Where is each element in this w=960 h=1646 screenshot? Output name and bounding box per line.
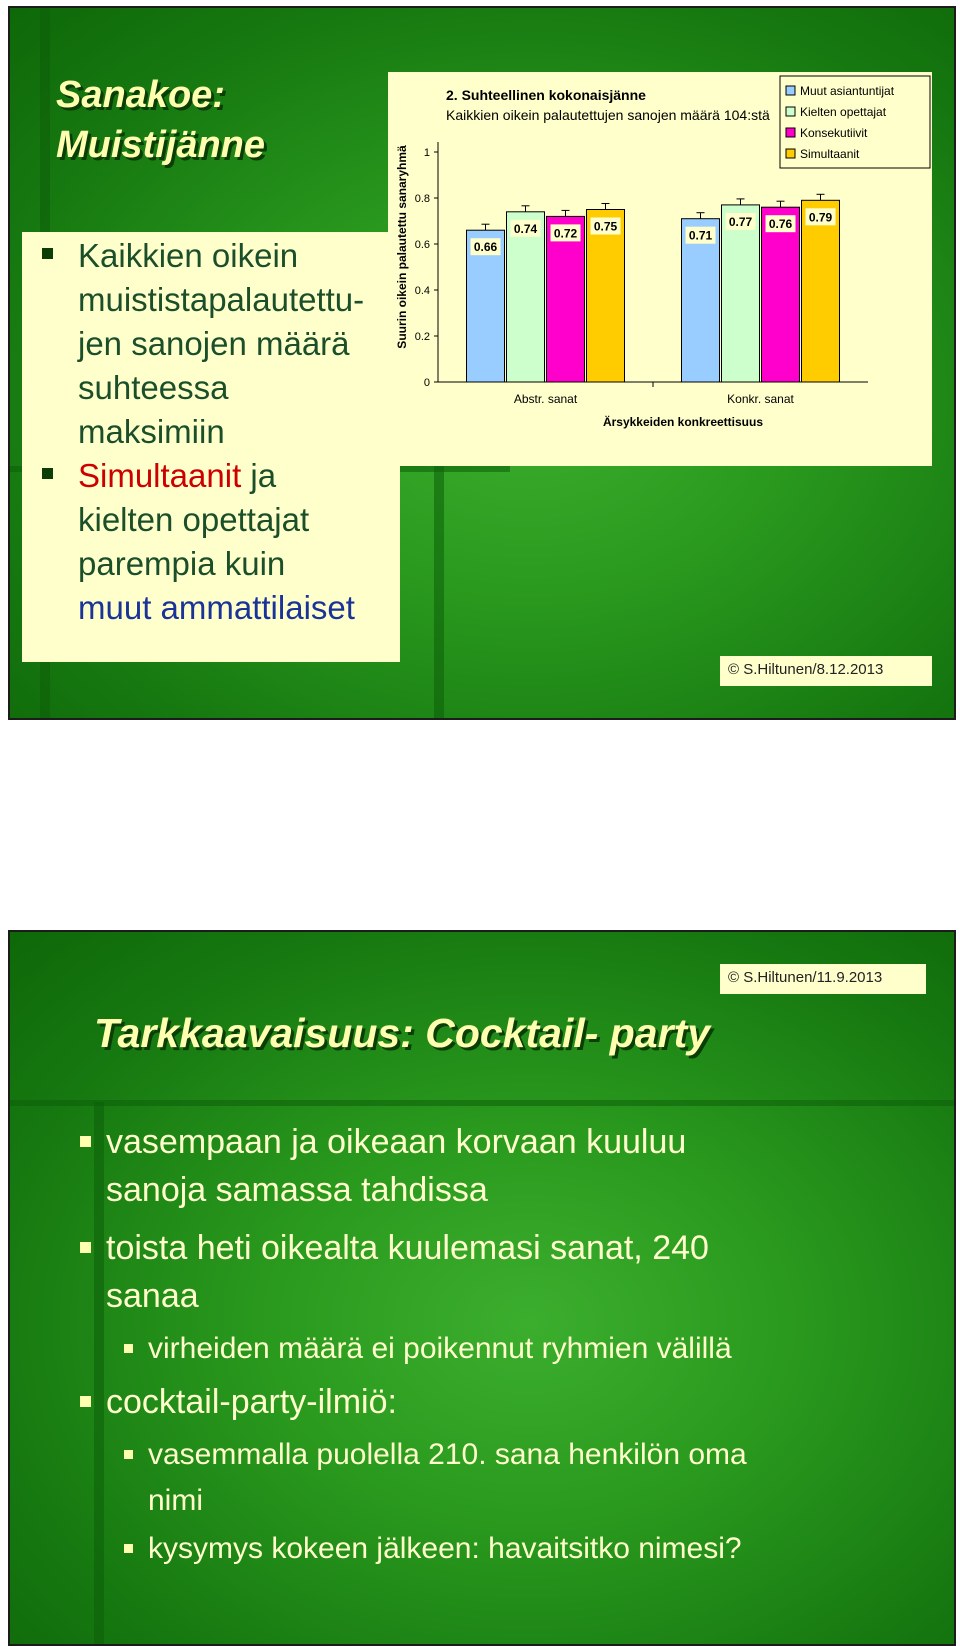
data-label: 0.75 [593, 219, 618, 234]
bullet-line: sanoja samassa tahdissa [106, 1171, 488, 1209]
data-label: 0.74 [513, 221, 538, 236]
bar [762, 207, 800, 382]
slide-title [56, 70, 265, 170]
bullet-line: Kaikkien oikein [78, 237, 299, 274]
bullet-line: cocktail-party-ilmiö: [106, 1383, 397, 1421]
data-label: 0.66 [473, 240, 498, 255]
y-axis-label: Suurin oikein palautettu sanaryhmä [395, 145, 409, 349]
x-tick-label: Abstr. sanat [513, 392, 578, 406]
legend-swatch [786, 107, 795, 116]
bullet-square-icon [42, 468, 53, 479]
y-tick-label: 0.4 [414, 285, 430, 297]
slide-title: Tarkkaavaisuus: Cocktail- party [94, 1010, 711, 1056]
decor-line [434, 448, 444, 718]
legend-label: Kielten opettajat [800, 105, 887, 119]
y-tick-label: 0.6 [414, 239, 430, 251]
sub-bullet-item [148, 1526, 742, 1572]
y-tick-label: 0.2 [414, 331, 430, 343]
bullet-line: kysymys kokeen jälkeen: havaitsitko nimesi? [148, 1532, 742, 1565]
y-tick-label: 0.8 [414, 193, 430, 205]
bullet-line: maksimiin [78, 413, 225, 450]
sub-bullet-item [148, 1326, 732, 1372]
slide-muistijanne [8, 6, 956, 720]
title-line: Muistijänne [56, 124, 266, 166]
bullet-line: sanaa [106, 1277, 199, 1315]
legend-label: Muut asiantuntijat [800, 84, 895, 98]
bullet-line: toista heti oikealta kuulemasi sanat, 240 [106, 1229, 709, 1267]
bar-chart [388, 72, 932, 466]
bullet-square-icon [124, 1450, 133, 1459]
copyright-label: © S.Hiltunen/8.12.2013 [720, 656, 932, 686]
bullet-square-icon [124, 1344, 133, 1353]
bullet-square-icon [80, 1396, 91, 1407]
decor-line [10, 1100, 954, 1106]
bar [507, 212, 545, 382]
sub-bullet-item [148, 1432, 747, 1524]
bullet-line: suhteessa [78, 369, 229, 406]
data-label: 0.77 [728, 214, 753, 229]
chart-title: 2. Suhteellinen kokonaisjänne [446, 87, 646, 103]
bar [722, 205, 760, 382]
data-label: 0.76 [768, 217, 793, 232]
bullet-line: virheiden määrä ei poikennut ryhmien välillä [148, 1332, 732, 1365]
legend-swatch [786, 149, 795, 158]
bullet-text: ja [241, 457, 277, 494]
bullet-line: muut ammattilaiset [78, 589, 355, 626]
data-label: 0.72 [553, 226, 578, 241]
bullet-line: vasemmalla puolella 210. sana henkilön oma [148, 1438, 747, 1471]
legend-swatch [786, 86, 795, 95]
slide-cocktail-party [8, 930, 956, 1646]
bar [802, 200, 840, 382]
bullet-line: muististapalautettu- [78, 281, 365, 318]
legend-swatch [786, 128, 795, 137]
x-axis-label: Ärsykkeiden konkreettisuus [602, 415, 764, 429]
legend-label: Simultaanit [800, 147, 860, 161]
bullet-square-icon [124, 1544, 133, 1553]
bullet-item [106, 1378, 397, 1426]
bullet-square-icon [42, 248, 53, 259]
bar [587, 210, 625, 383]
bullet-square-icon [80, 1242, 91, 1253]
data-label: 0.71 [688, 228, 713, 243]
bullet-line: parempia kuin [78, 545, 286, 582]
x-tick-label: Konkr. sanat [727, 392, 794, 406]
legend-label: Konsekutiivit [800, 126, 868, 140]
bullet-line: nimi [148, 1484, 204, 1517]
chart-subtitle: Kaikkien oikein palautettujen sanojen määrä 104:stä [446, 107, 770, 123]
bullet-line: vasempaan ja oikeaan korvaan kuuluu [106, 1123, 687, 1161]
bullet-line: jen sanojen määrä [78, 325, 350, 362]
bullet-square-icon [80, 1136, 91, 1147]
data-label: 0.79 [808, 210, 833, 225]
bullet-line: kielten opettajat [78, 501, 310, 538]
decor-line [94, 1102, 104, 1644]
copyright-label: © S.Hiltunen/11.9.2013 [720, 964, 926, 994]
y-tick-label: 0 [423, 377, 430, 389]
bullet-item [106, 1224, 709, 1320]
highlight-simultaanit: Simultaanit [78, 457, 242, 494]
y-tick-label: 1 [423, 147, 430, 159]
title-line: Sanakoe: [56, 74, 225, 116]
bullet-item [106, 1118, 686, 1214]
chart-box [388, 72, 932, 466]
bullet-box [22, 232, 400, 662]
bullet-line [78, 454, 418, 498]
